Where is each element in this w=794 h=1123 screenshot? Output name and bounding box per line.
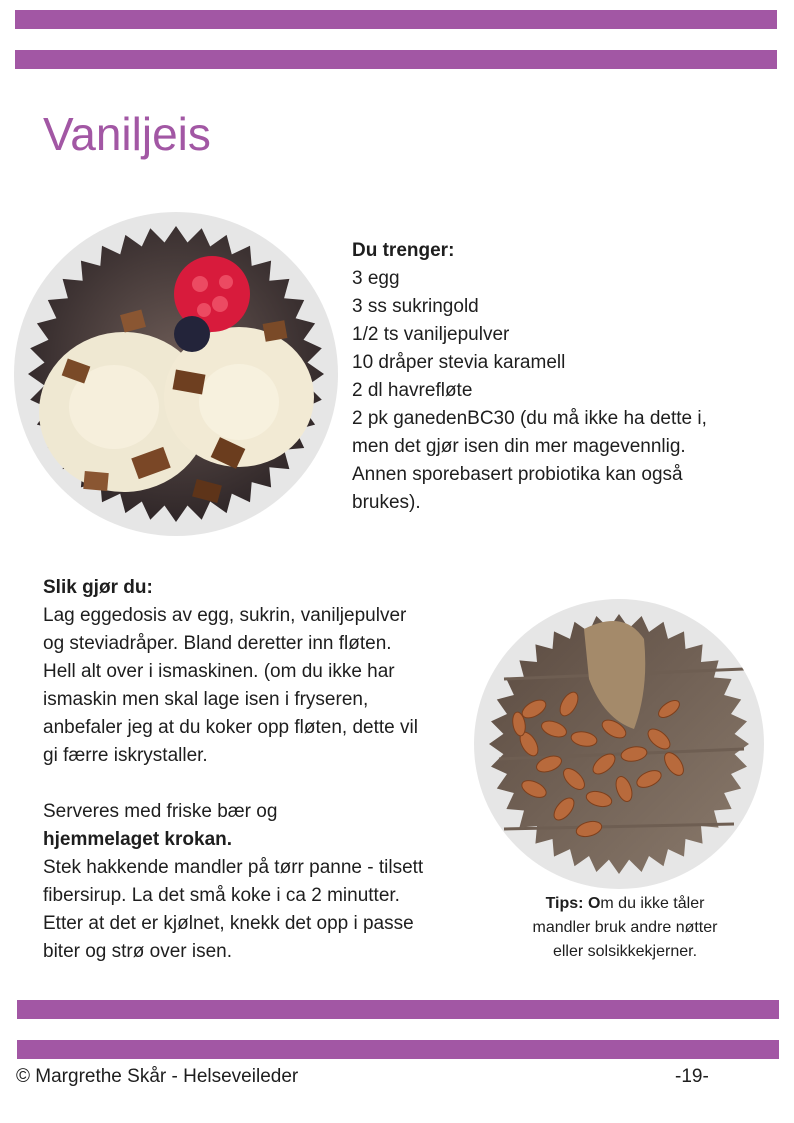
- method-line: ismaskin men skal lage isen i fryseren,: [43, 689, 369, 710]
- krokan-line: fibersirup. La det små koke i ca 2 minutter.: [43, 885, 400, 906]
- method-line: Hell alt over i ismaskinen. (om du ikke har: [43, 661, 395, 682]
- method-line: anbefaler jeg at du koker opp fløten, dette vil: [43, 717, 418, 738]
- tips-text: m du ikke tåler: [600, 895, 705, 912]
- ice-cream-photo: [14, 212, 338, 536]
- ingredient-line: men det gjør isen din mer magevennlig.: [352, 436, 686, 457]
- ingredients-heading: Du trenger:: [352, 240, 455, 261]
- method-heading: Slik gjør du:: [43, 577, 153, 598]
- method-line: gi færre iskrystaller.: [43, 745, 208, 766]
- krokan-line: Etter at det er kjølnet, knekk det opp i passe: [43, 913, 414, 934]
- tips-text: eller solsikkekjerner.: [552, 943, 698, 960]
- method-section: [43, 574, 463, 966]
- top-bar-2: [15, 50, 777, 69]
- ingredient-line: 3 egg: [352, 268, 400, 289]
- method-line: og steviadråper. Bland deretter inn fløten.: [43, 633, 392, 654]
- krokan-line: biter og strø over isen.: [43, 941, 233, 962]
- top-bar-1: [15, 10, 777, 29]
- tips-text: mandler bruk andre nøtter: [532, 919, 718, 936]
- ingredients-section: [352, 237, 752, 517]
- bottom-bar-2: [17, 1040, 779, 1059]
- tips-note: [505, 892, 745, 964]
- krokan-heading: hjemmelaget krokan.: [43, 829, 233, 850]
- paragraph-gap: [43, 770, 463, 798]
- page-number: -19-: [675, 1066, 709, 1087]
- footer-copyright: © Margrethe Skår - Helseveileder: [16, 1066, 299, 1087]
- ingredient-line: brukes).: [352, 492, 421, 513]
- ingredient-line: 3 ss sukringold: [352, 296, 479, 317]
- serve-line: Serveres med friske bær og: [43, 801, 278, 822]
- ingredient-line: Annen sporebasert probiotika kan også: [352, 464, 683, 485]
- method-line: Lag eggedosis av egg, sukrin, vaniljepulver: [43, 605, 407, 626]
- bottom-bar-1: [17, 1000, 779, 1019]
- ingredient-line: 1/2 ts vaniljepulver: [352, 324, 510, 345]
- krokan-line: Stek hakkende mandler på tørr panne - tilsett: [43, 857, 424, 878]
- ingredient-line: 2 dl havrefløte: [352, 380, 473, 401]
- ingredient-line: 2 pk ganedenBC30 (du må ikke ha dette i,: [352, 408, 707, 429]
- tips-label: Tips: O: [545, 895, 601, 912]
- page-title: Vaniljeis: [43, 108, 211, 160]
- ingredient-line: 10 dråper stevia karamell: [352, 352, 566, 373]
- almonds-photo: [474, 599, 764, 889]
